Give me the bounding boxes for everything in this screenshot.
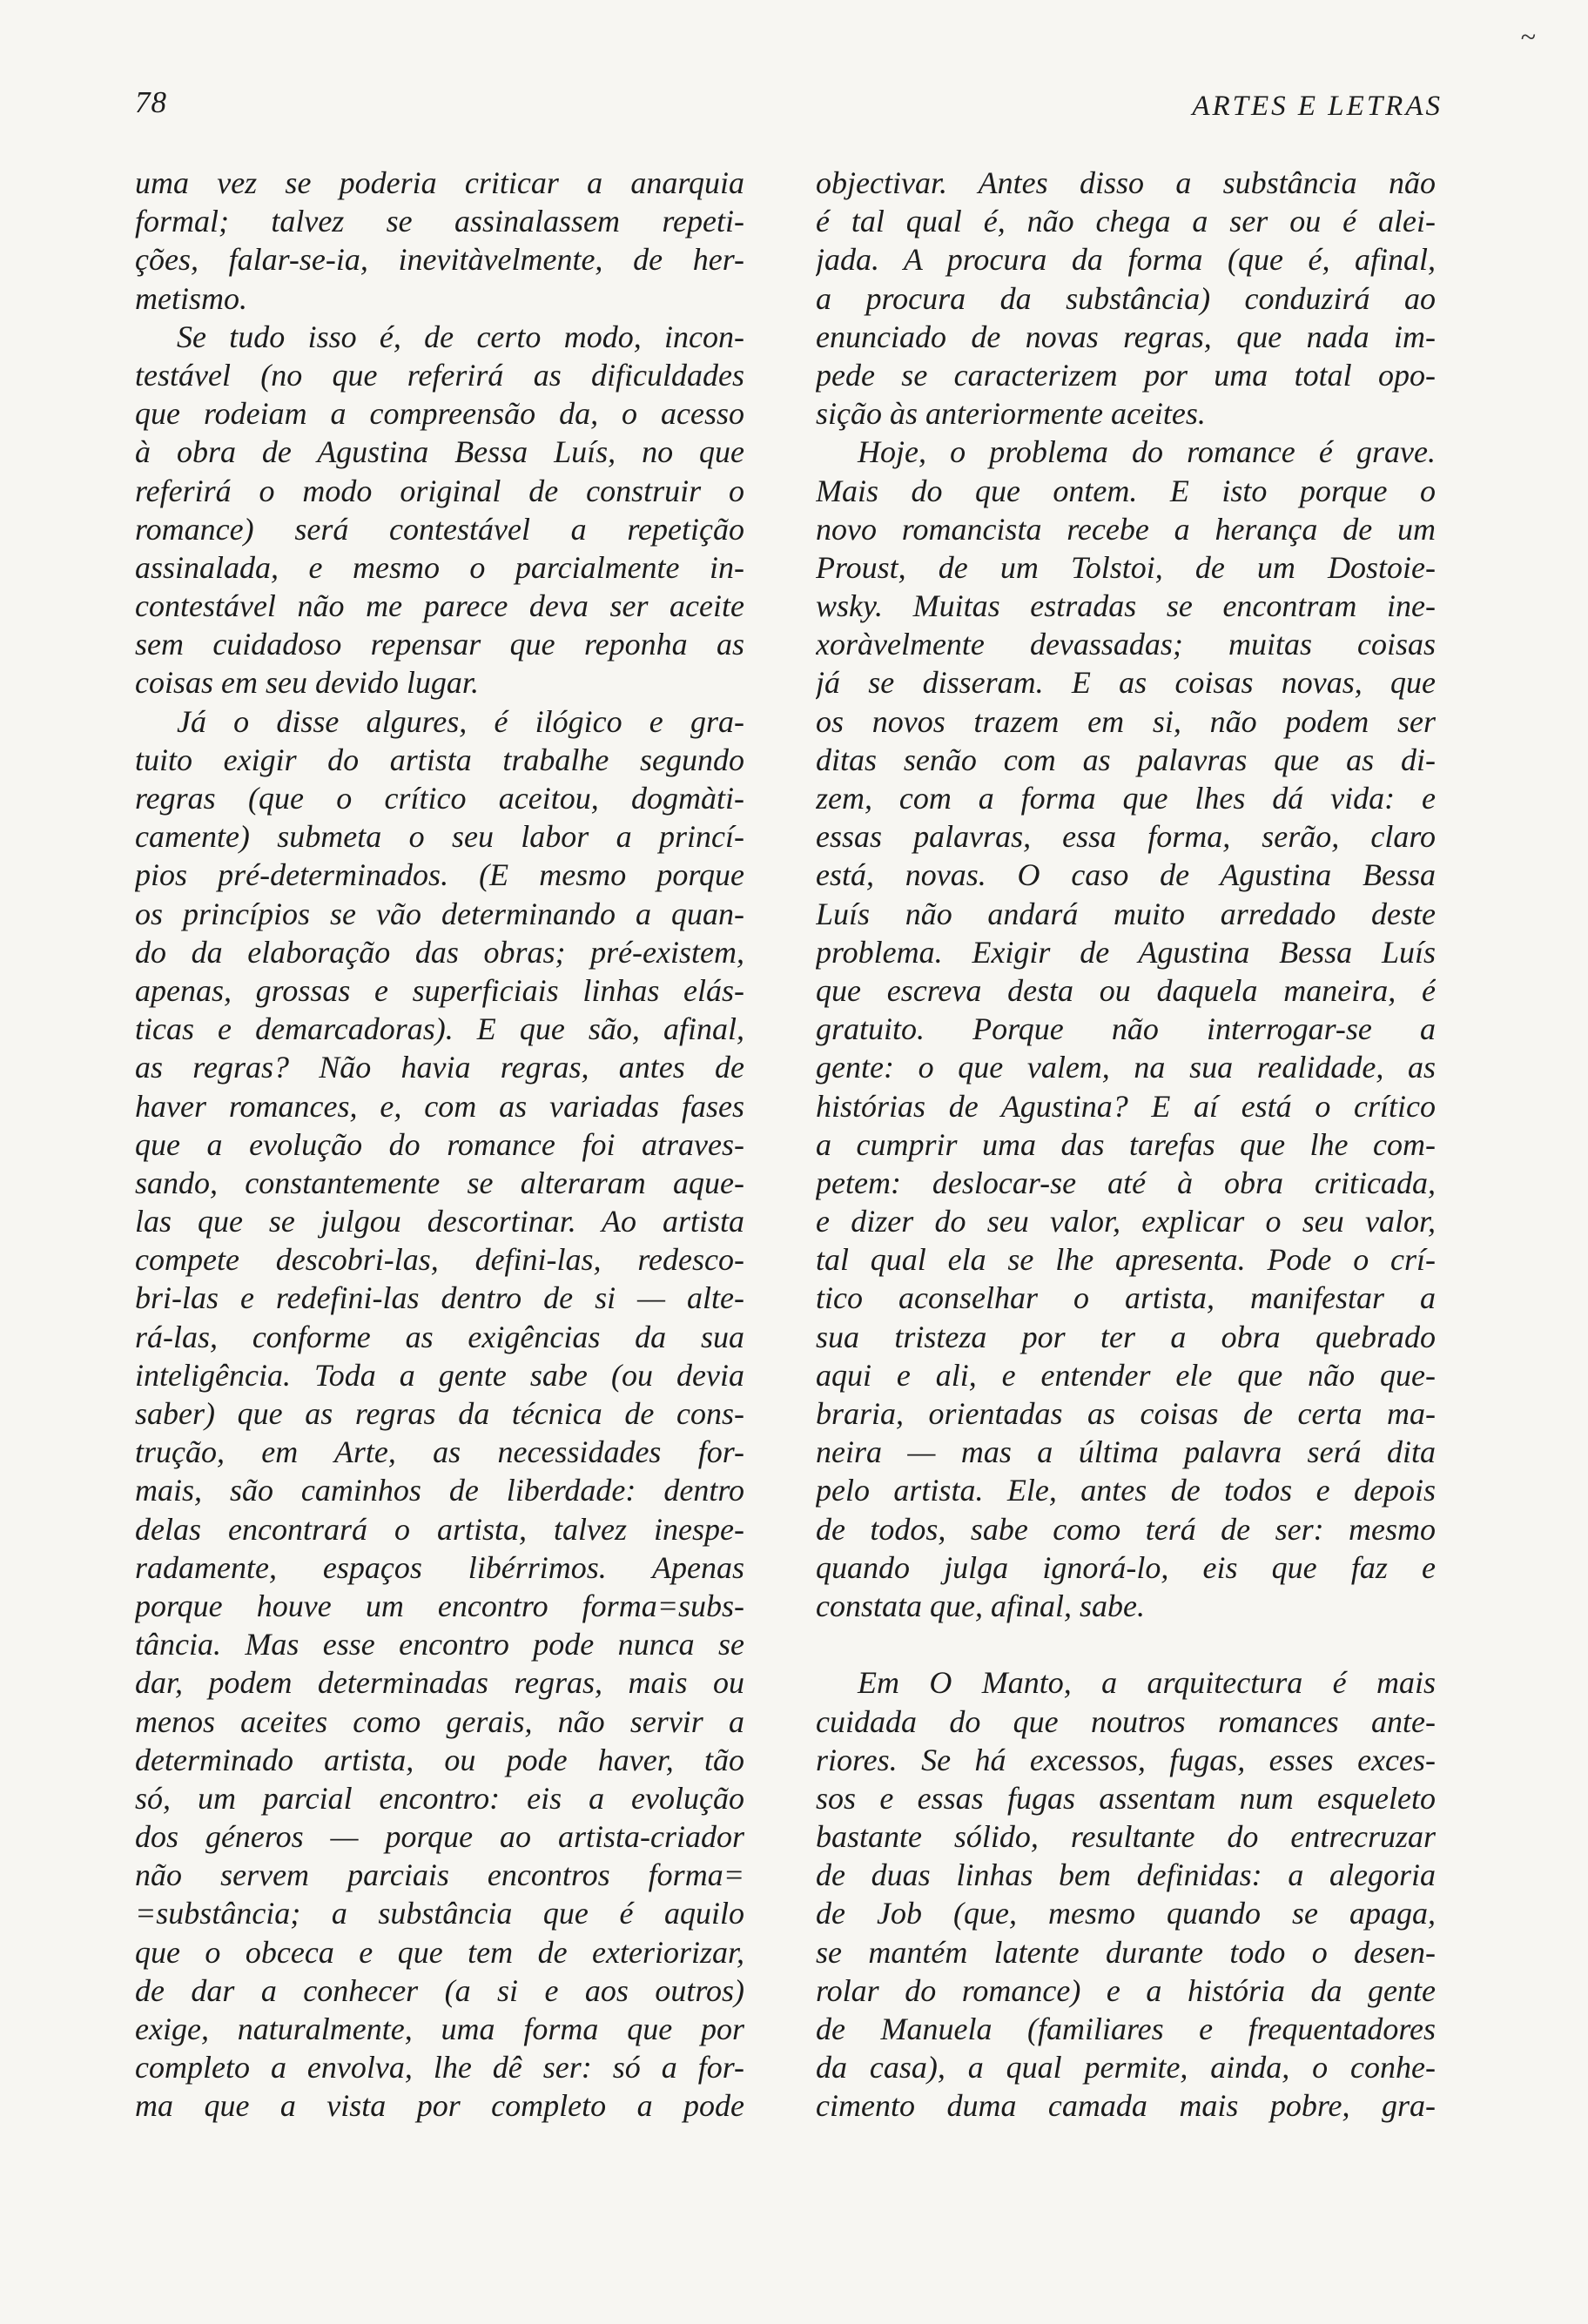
- text-line: compete descobri-las, defini-las, redesco-: [135, 1242, 744, 1278]
- text-line: exige, naturalmente, uma forma que por: [135, 2012, 744, 2046]
- text-line: ticas e demarcadoras). E que são, afinal,: [135, 1011, 744, 1047]
- text-line: de Job (que, mesmo quando se apaga,: [816, 1896, 1436, 1931]
- text-line: rá-las, conforme as exigências da sua: [135, 1319, 744, 1354]
- text-line: Luís não andará muito arredado deste: [816, 896, 1436, 931]
- text-line: à obra de Agustina Bessa Luís, no que: [135, 434, 744, 470]
- text-line: Proust, de um Tolstoi, de um Dostoie-: [816, 549, 1436, 585]
- text-line: completo a envolva, lhe dê ser: só a for-: [135, 2050, 744, 2086]
- text-line: jada. A procura da forma (que é, afinal,: [816, 242, 1436, 278]
- text-line: menos aceites como gerais, não servir a: [135, 1703, 744, 1739]
- text-line: saber) que as regras da técnica de cons-: [135, 1396, 744, 1431]
- text-line: sua tristeza por ter a obra quebrado: [816, 1319, 1436, 1354]
- text-line: cuidada do que noutros romances ante-: [816, 1703, 1436, 1739]
- text-line: Hoje, o problema do romance é grave.: [858, 434, 1436, 470]
- text-line: e dizer do seu valor, explicar o seu valor,: [816, 1204, 1436, 1239]
- text-line: Se tudo isso é, de certo modo, incon-: [177, 319, 744, 354]
- text-line: braria, orientadas as coisas de certa ma-: [816, 1396, 1436, 1431]
- text-line: tal qual ela se lhe apresenta. Pode o crí-: [816, 1242, 1436, 1278]
- text-line: a cumprir uma das tarefas que lhe com-: [816, 1126, 1436, 1162]
- text-line: pios pré-determinados. (E mesmo porque: [135, 857, 744, 893]
- text-line: gente: o que valem, na sua realidade, as: [816, 1050, 1436, 1085]
- text-line: do da elaboração das obras; pré-existem,: [135, 934, 744, 970]
- text-line: coisas em seu devido lugar.: [135, 665, 479, 701]
- text-line: dos géneros — porque ao artista-criador: [135, 1819, 744, 1855]
- text-line: aqui e ali, e entender ele que não que-: [816, 1357, 1436, 1393]
- text-line: metismo.: [135, 280, 247, 316]
- text-line: pede se caracterizem por uma total opo-: [816, 357, 1436, 393]
- text-line: romance) será contestável a repetição: [135, 511, 744, 547]
- text-line: pelo artista. Ele, antes de todos e depois: [816, 1473, 1436, 1508]
- text-line: cimento duma camada mais pobre, gra-: [816, 2088, 1436, 2124]
- text-line: Em O Manto, a arquitectura é mais: [858, 1665, 1436, 1701]
- text-line: só, um parcial encontro: eis a evolução: [135, 1780, 744, 1816]
- text-line: de todos, sabe como terá de ser: mesmo: [816, 1511, 1436, 1547]
- text-line: tância. Mas esse encontro pode nunca se: [135, 1627, 744, 1662]
- text-line: [816, 1625, 1436, 1663]
- text-line: camente) submeta o seu labor a princí-: [135, 819, 744, 855]
- text-line: enunciado de novas regras, que nada im-: [816, 319, 1436, 354]
- text-line: de Manuela (familiares e frequentadores: [816, 2012, 1436, 2046]
- text-line: já se disseram. E as coisas novas, que: [816, 665, 1436, 701]
- text-line: zem, com a forma que lhes dá vida: e: [816, 781, 1436, 816]
- text-line: =substância; a substância que é aquilo: [135, 1896, 744, 1931]
- text-line: testável (no que referirá as dificuldades: [135, 357, 744, 393]
- text-line: haver romances, e, com as variadas fases: [135, 1088, 744, 1124]
- text-line: contestável não me parece deva ser aceite: [135, 588, 744, 624]
- text-line: os novos trazem em si, não podem ser: [816, 703, 1436, 739]
- text-line: é tal qual é, não chega a ser ou é alei-: [816, 204, 1436, 239]
- text-line: rolar do romance) e a história da gente: [816, 1972, 1436, 2008]
- text-line: trução, em Arte, as necessidades for-: [135, 1434, 744, 1470]
- text-line: não servem parciais encontros forma=: [135, 1857, 744, 1893]
- text-line: tuito exigir do artista trabalhe segundo: [135, 742, 744, 777]
- text-line: sem cuidadoso repensar que reponha as: [135, 627, 744, 662]
- text-line: gratuito. Porque não interrogar-se a: [816, 1011, 1436, 1047]
- text-line: tico aconselhar o artista, manifestar a: [816, 1280, 1436, 1316]
- text-line: sos e essas fugas assentam num esqueleto: [816, 1780, 1436, 1816]
- right-column: [816, 164, 1436, 2126]
- text-line: uma vez se poderia criticar a anarquia: [135, 165, 744, 200]
- text-line: assinalada, e mesmo o parcialmente in-: [135, 549, 744, 585]
- text-line: riores. Se há excessos, fugas, esses exces-: [816, 1742, 1436, 1777]
- running-title: ARTES E LETRAS: [1192, 91, 1443, 122]
- text-line: ma que a vista por completo a pode: [135, 2088, 744, 2124]
- text-line: ções, falar-se-ia, inevitàvelmente, de her-: [135, 242, 744, 278]
- text-line: histórias de Agustina? E aí está o crítico: [816, 1088, 1436, 1124]
- text-line: regras (que o crítico aceitou, dogmàti-: [135, 781, 744, 816]
- text-line: las que se julgou descortinar. Ao artista: [135, 1204, 744, 1239]
- text-line: que o obceca e que tem de exteriorizar,: [135, 1934, 744, 1970]
- text-line: que escreva desta ou daquela maneira, é: [816, 972, 1436, 1008]
- text-line: determinado artista, ou pode haver, tão: [135, 1742, 744, 1777]
- text-line: petem: deslocar-se até à obra criticada,: [816, 1165, 1436, 1200]
- text-line: bri-las e redefini-las dentro de si — alte-: [135, 1280, 744, 1316]
- text-line: apenas, grossas e superficiais linhas elás-: [135, 972, 744, 1008]
- text-line: sição às anteriormente aceites.: [816, 396, 1206, 432]
- text-line: as regras? Não havia regras, antes de: [135, 1050, 744, 1085]
- text-line: wsky. Muitas estradas se encontram ine-: [816, 588, 1436, 624]
- text-line: a procura da substância) conduzirá ao: [816, 280, 1436, 316]
- text-line: dar, podem determinadas regras, mais ou: [135, 1665, 744, 1701]
- text-line: inteligência. Toda a gente sabe (ou devia: [135, 1357, 744, 1393]
- text-line: que rodeiam a compreensão da, o acesso: [135, 396, 744, 432]
- text-line: sando, constantemente se alteraram aque-: [135, 1165, 744, 1200]
- text-line: essas palavras, essa forma, serão, claro: [816, 819, 1436, 855]
- text-line: da casa), a qual permite, ainda, o conhe-: [816, 2050, 1436, 2086]
- text-line: que a evolução do romance foi atraves-: [135, 1126, 744, 1162]
- page-number: 78: [135, 85, 167, 119]
- text-line: mais, são caminhos de liberdade: dentro: [135, 1473, 744, 1508]
- text-line: se mantém latente durante todo o desen-: [816, 1934, 1436, 1970]
- text-line: problema. Exigir de Agustina Bessa Luís: [816, 934, 1436, 970]
- text-line: bastante sólido, resultante do entrecruzar: [816, 1819, 1436, 1855]
- text-line: os princípios se vão determinando a quan-: [135, 896, 744, 931]
- text-line: formal; talvez se assinalassem repeti-: [135, 204, 744, 239]
- text-line: constata que, afinal, sabe.: [816, 1588, 1145, 1623]
- text-line: de dar a conhecer (a si e aos outros): [135, 1972, 744, 2008]
- text-line: ditas senão com as palavras que as di-: [816, 742, 1436, 777]
- text-line: objectivar. Antes disso a substância não: [816, 165, 1436, 200]
- text-line: referirá o modo original de construir o: [135, 473, 744, 508]
- text-line: xoràvelmente devassadas; muitas coisas: [816, 627, 1436, 662]
- text-line: de duas linhas bem definidas: a alegoria: [816, 1857, 1436, 1893]
- text-line: radamente, espaços libérrimos. Apenas: [135, 1549, 744, 1585]
- left-column: [135, 164, 744, 2126]
- text-line: novo romancista recebe a herança de um: [816, 511, 1436, 547]
- text-line: neira — mas a última palavra será dita: [816, 1434, 1436, 1470]
- corner-mark: ~: [1520, 21, 1536, 52]
- text-line: Já o disse algures, é ilógico e gra-: [177, 703, 744, 739]
- text-line: Mais do que ontem. E isto porque o: [816, 473, 1436, 508]
- text-line: delas encontrará o artista, talvez inespe-: [135, 1511, 744, 1547]
- text-line: está, novas. O caso de Agustina Bessa: [816, 857, 1436, 893]
- text-line: quando julga ignorá-lo, eis que faz e: [816, 1549, 1436, 1585]
- text-line: porque houve um encontro forma=subs-: [135, 1588, 744, 1623]
